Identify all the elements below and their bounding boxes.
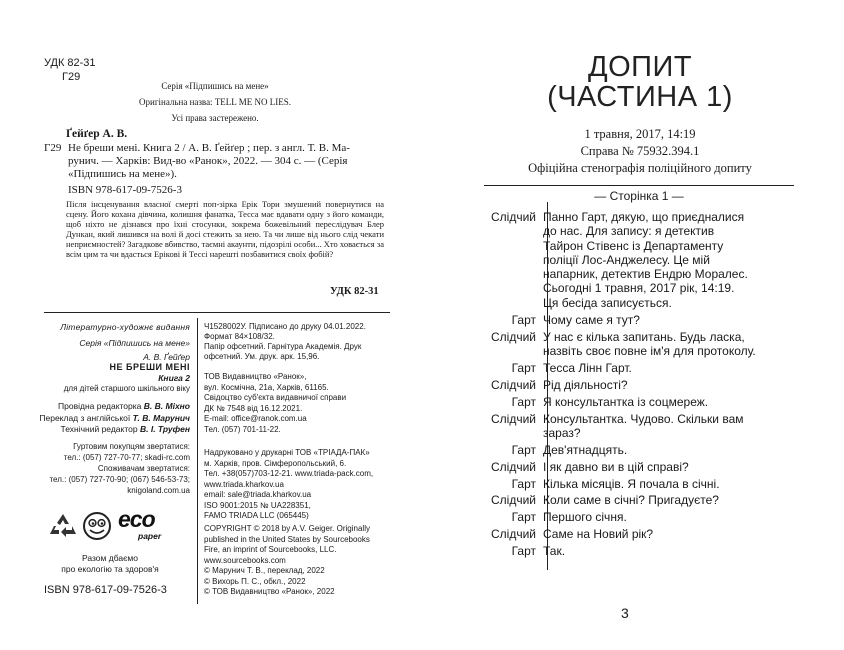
- printer-line: м. Харків, пров. Сімферопольський, 6.: [204, 458, 347, 468]
- copyright-line: © Вихорь П. С., обкл., 2022: [204, 576, 306, 586]
- copyright-line: © Марунич Т. В., переклад, 2022: [204, 566, 325, 575]
- copyright-line: Fire, an imprint of Sourcebooks, LLC.: [204, 545, 337, 554]
- eco-caption-line: про екологію та здоров'я: [61, 564, 159, 574]
- copyright-block: [204, 524, 394, 598]
- publisher-line: вул. Космічна, 21а, Харків, 61165.: [204, 382, 329, 392]
- eco-caption-line: Разом дбаємо: [81, 553, 139, 563]
- isbn-middle: ISBN 978-617-09-7526-3: [68, 184, 182, 196]
- transcript-page-marker: — Сторінка 1 —: [594, 189, 684, 203]
- utterance-line: Коли саме в січні? Пригадуєте?: [543, 493, 719, 508]
- dialog-row: [484, 378, 794, 392]
- utterance-line: напарник, детектив Ендрю Моралес.: [543, 267, 748, 282]
- utterance-line: Консультантка. Чудово. Скільки вам: [543, 411, 744, 426]
- dialog-row: [484, 460, 794, 474]
- utterance: [543, 527, 795, 541]
- publisher-line: Тел. (057) 701-11-22.: [204, 424, 281, 434]
- dialog-row: [484, 210, 794, 310]
- utterance-line: до нас. Для запису: я детектив: [543, 224, 715, 239]
- author-small: А. В. Ґейґер: [143, 352, 190, 362]
- chapter-title-line1: ДОПИТ: [587, 51, 693, 83]
- imprint-block: [204, 322, 394, 362]
- utterance: [543, 477, 795, 491]
- speaker-label: Слідчий: [491, 411, 536, 426]
- publisher-block: [204, 372, 394, 435]
- utterance-line: Ця бесіда записується.: [543, 295, 672, 310]
- imprint-line: Папір офсетний. Гарнітура Академія. Друк: [204, 342, 362, 351]
- utterance-line: Тайрон Стівенс із Департаменту: [543, 238, 724, 253]
- bib-line: Не бреши мені. Книга 2 / А. В. Ґейґер ; пер. з англ. Т. В. Ма-: [68, 142, 350, 154]
- book-title: НЕ БРЕШИ МЕНІ: [109, 362, 190, 372]
- dialog-row: [484, 477, 794, 491]
- classification-code: Г29: [62, 71, 81, 83]
- page-number: 3: [621, 605, 629, 621]
- printer-line: email: sale@triada.kharkov.ua: [204, 490, 312, 499]
- genre-label: Літературно-художнє видання: [60, 322, 190, 332]
- speaker-label: Гарт: [511, 476, 536, 491]
- speaker-label: Гарт: [511, 312, 536, 327]
- speaker-label: Слідчий: [491, 527, 536, 542]
- book-number: Книга 2: [158, 373, 190, 383]
- credits: [30, 401, 190, 436]
- eco-caption: [40, 553, 180, 575]
- udk-code: УДК 82-31: [44, 57, 96, 69]
- speaker-label: Слідчий: [491, 210, 536, 224]
- utterance-line: поліції Лос-Анджелесу. Це мій: [543, 252, 710, 267]
- utterance: [543, 493, 795, 507]
- original-title: Оригінальна назва: TELL ME NO LIES.: [139, 97, 291, 107]
- imprint-line: Формат 84×108/32.: [204, 332, 275, 341]
- consumers-contact-site: knigoland.com.ua: [127, 486, 190, 495]
- series-line-small: Серія «Підпишись на мене»: [79, 338, 190, 348]
- date-line: 1 травня, 2017, 14:19: [584, 127, 696, 141]
- utterance-line: Панно Гарт, дякую, що приєдналися: [543, 210, 745, 224]
- author-heading: Ґейґер А. В.: [66, 128, 128, 140]
- utterance: [543, 378, 795, 392]
- dialog-row: [484, 510, 794, 524]
- contacts: [26, 442, 190, 496]
- speaker-label: Гарт: [511, 442, 536, 457]
- eco-logo-text: eco: [118, 506, 155, 532]
- bib-line: «Підпишись на мене»).: [68, 168, 177, 180]
- bibliographic-entry: [68, 142, 390, 181]
- credit-editor: Провідна редакторка В. В. Міхно: [58, 401, 190, 411]
- utterance: [543, 544, 795, 558]
- publisher-line: ДК № 7548 від 16.12.2021.: [204, 403, 303, 413]
- speaker-label: Гарт: [511, 360, 536, 375]
- utterance-line: Так.: [543, 544, 566, 559]
- utterance-line: Першого січня.: [543, 510, 627, 525]
- copyright-line: www.sourcebooks.com: [204, 555, 286, 565]
- wholesale-contact: тел.: (057) 727-70-77; skadi-rc.com: [63, 453, 190, 462]
- utterance-line: І як давно ви в цій справі?: [543, 459, 689, 474]
- case-line: Справа № 75932.394.1: [580, 144, 700, 158]
- rights-notice: Усі права застережено.: [171, 113, 259, 123]
- utterance-line: Саме на Новий рік?: [543, 527, 654, 542]
- speaker-label: Гарт: [511, 510, 536, 525]
- utterance-line: зараз?: [543, 425, 581, 440]
- credit-translator: Переклад з англійської Т. В. Марунич: [39, 412, 190, 423]
- recycle-icon: [48, 512, 78, 538]
- utterance-line: Чому саме я тут?: [543, 312, 640, 327]
- series-line: Серія «Підпишись на мене»: [161, 81, 269, 91]
- udk-bottom: УДК 82-31: [330, 286, 379, 297]
- utterance-line: Я консультантка із соцмереж.: [543, 394, 709, 409]
- consumers-label: Споживачам звертатися:: [97, 464, 190, 473]
- utterance-line: Тесса Лінн Гарт.: [543, 360, 632, 375]
- utterance: [543, 330, 795, 359]
- consumers-contact: тел.: (057) 727-70-90; (067) 546-53-73;: [49, 475, 190, 484]
- printer-block: [204, 448, 394, 522]
- divider: [484, 185, 794, 186]
- utterance-line: Рід діяльності?: [543, 377, 628, 392]
- eco-logo-subtext: paper: [138, 531, 162, 541]
- utterance: [543, 510, 795, 524]
- column-divider: [197, 318, 198, 604]
- printer-line: Тел. +38(057)703-12-21. www.triada-pack.com,: [204, 469, 374, 478]
- dialog-row: [484, 412, 794, 441]
- utterance: [543, 361, 795, 375]
- copyright-line: published in the United States by Sourcebooks: [204, 534, 370, 544]
- publisher-line: ТОВ Видавництво «Ранок»,: [204, 372, 307, 381]
- bib-line: рунич. — Харків: Вид-во «Ранок», 2022. — 304 с. — (Серія: [68, 155, 348, 167]
- utterance-line: У нас є кілька запитань. Будь ласка,: [543, 329, 745, 344]
- printer-line: www.triada.kharkov.ua: [204, 479, 284, 489]
- dialog-row: [484, 330, 794, 359]
- imprint-line: офсетний. Ум. друк. арк. 15,96.: [204, 352, 320, 361]
- annotation: Після інсценування власної смерті поп-зірка Ерік Тори змушений повернутися на сцену. Його кохана дівчина, колишня фанатка, Тесса має вдавати одну з його команди, щоб ніхто не дізнався про їхні стосунки, зокрема божевільний переслідувач Блер Дункан, який лишився на волі й досі стежить за нею. Та чи лише від нього слід чекати неприємностей? Загадкове вбивство, таємні акаунти, підозрілі особи... Хто ховається за всім цим та чи вдасться Ерікові й Тессі нарешті позбавитися своїх фобій?: [66, 199, 384, 259]
- dialog-row: [484, 313, 794, 327]
- wholesale-label: Гуртовим покупцям звертатися:: [73, 442, 190, 451]
- speaker-label: Гарт: [511, 394, 536, 409]
- chapter-title-line2: (ЧАСТИНА 1): [547, 81, 733, 113]
- dialog-row: [484, 395, 794, 409]
- eco-paper-logo: [116, 506, 166, 542]
- copyright-line: © ТОВ Видавництво «Ранок», 2022: [204, 587, 335, 596]
- record-header: [480, 125, 800, 178]
- publisher-line: E-mail: office@ranok.com.ua: [204, 414, 307, 423]
- utterance: [543, 395, 795, 409]
- dialog-row: [484, 527, 794, 541]
- utterance: [543, 412, 795, 441]
- utterance-line: назвіть своє повне ім'я для протоколу.: [543, 343, 756, 358]
- credit-technical: Технічний редактор В. І. Труфен: [60, 424, 190, 434]
- imprint-line: Ч1528002У. Підписано до друку 04.01.2022.: [204, 322, 366, 331]
- utterance-line: Кілька місяців. Я почала в січні.: [543, 476, 720, 491]
- dialog-row: [484, 493, 794, 507]
- isbn-bottom: ISBN 978-617-09-7526-3: [44, 584, 167, 596]
- dialog-row: [484, 544, 794, 558]
- speaker-label: Гарт: [511, 544, 536, 559]
- speaker-label: Слідчий: [491, 459, 536, 474]
- utterance: [543, 313, 795, 327]
- printer-line: FAMO TRIADA LLC (065445): [204, 511, 309, 520]
- utterance: [543, 460, 795, 474]
- speaker-label: Слідчий: [491, 377, 536, 392]
- divider: [44, 312, 390, 313]
- dialog-row: [484, 443, 794, 457]
- utterance-line: Сьогодні 1 травня, 2017 рік, 14:19.: [543, 281, 735, 296]
- utterance: [543, 210, 795, 310]
- dialog-row: [484, 361, 794, 375]
- smiley-icon: [82, 511, 112, 541]
- publisher-line: Свідоцтво суб'єкта видавничої справи: [204, 393, 347, 402]
- audience: для дітей старшого шкільного віку: [63, 384, 190, 393]
- speaker-label: Слідчий: [491, 493, 536, 508]
- utterance-line: Дев'ятнадцять.: [543, 442, 628, 457]
- printer-line: Надруковано у друкарні ТОВ «ТРІАДА-ПАК»: [204, 448, 370, 457]
- side-code: Г29: [44, 142, 62, 154]
- transcript-line: Офіційна стенографія поліційного допиту: [528, 161, 752, 175]
- printer-line: ISO 9001:2015 № UA228351,: [204, 500, 311, 510]
- copyright-line: COPYRIGHT © 2018 by A.V. Geiger. Originally: [204, 524, 370, 533]
- utterance: [543, 443, 795, 457]
- speaker-label: Слідчий: [491, 329, 536, 344]
- chapter-title: [480, 52, 800, 112]
